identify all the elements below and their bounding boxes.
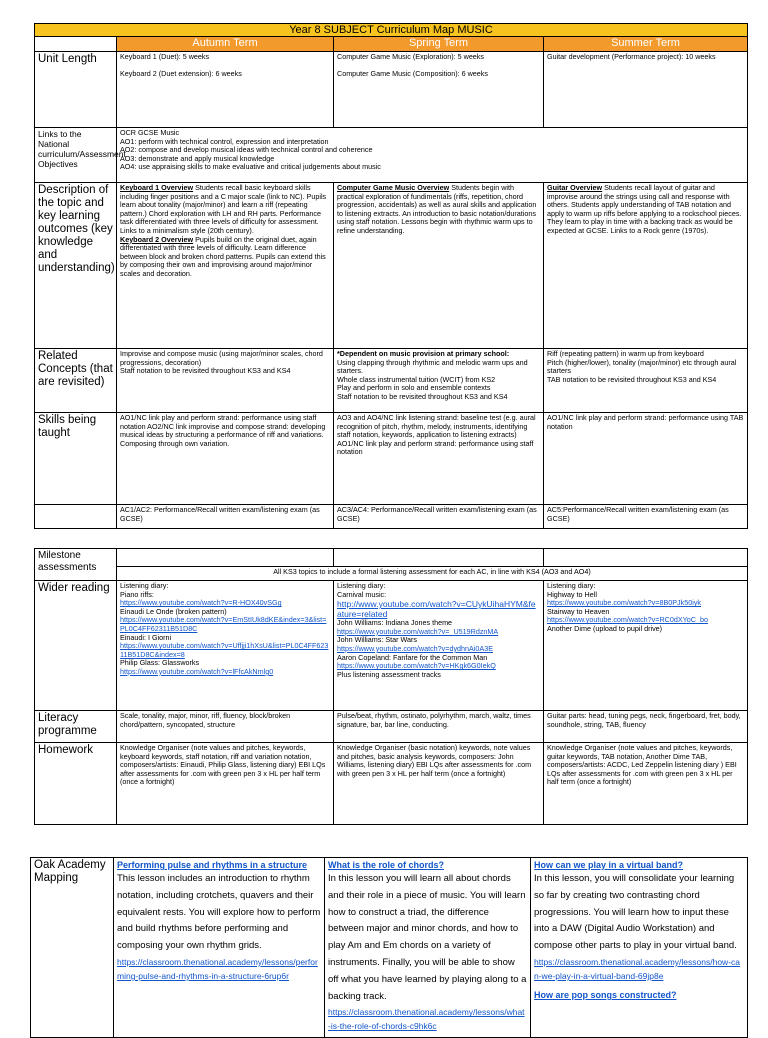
literacy-autumn: Scale, tonality, major, minor, riff, fluency, block/broken chord/pattern, syncopated, structure xyxy=(117,711,334,743)
link-le-onde[interactable]: https://www.youtube.com/watch?v=EmStIUk8dKE&index=3&list=PL0C4FF62311B51D8C xyxy=(120,615,327,633)
wider-table xyxy=(34,548,748,825)
oak-lesson-link-summer[interactable]: How can we play in a virtual band? xyxy=(534,860,684,870)
link-star-wars[interactable]: https://www.youtube.com/watch?v=dydhnAi0A3E xyxy=(337,643,494,653)
oak-lesson-link-summer-2[interactable]: How are pop songs constructed? xyxy=(534,989,677,1000)
link-stairway[interactable]: https://www.youtube.com/watch?v=RC0dXYoC_bo xyxy=(547,615,708,625)
links-content: OCR GCSE Music AO1: perform with technical control, expression and interpretation AO2: compose and develop musical ideas with technical control and coherence AO3: demonstrate and apply musical knowledge AO4: use appraising skills to make evaluative and critical judgements about music xyxy=(117,128,748,183)
oak-lesson-link-autumn[interactable]: Performing pulse and rhythms in a structure xyxy=(117,860,308,870)
homework-spring: Knowledge Organiser (basic notation) keywords, note values and pitches, basic analysis keywords, composers: John Williams, listening diary) EBI LQs after assessments for .com with green pen 3 x HL per half term (once a fortnight) xyxy=(334,743,544,825)
row-label-homework: Homework xyxy=(35,743,117,825)
row-label-skills: Skills being taught xyxy=(35,413,117,505)
link-indiana-jones[interactable]: https://www.youtube.com/watch?v=_U519RdznMA xyxy=(337,626,499,636)
oak-table xyxy=(30,857,748,1038)
row-label-unit-length: Unit Length xyxy=(35,52,117,128)
link-highway[interactable]: https://www.youtube.com/watch?v=8B0PJk50iyk xyxy=(547,598,702,608)
milestone-content: All KS3 topics to include a formal listening assessment for each AC, in line with KS4 (AO3 and AO4) xyxy=(117,567,748,581)
row-label-wider-reading: Wider reading xyxy=(35,581,117,711)
assessment-autumn: AC1/AC2: Performance/Recall written exam/listening exam (as GCSE) xyxy=(117,505,334,529)
related-spring: *Dependent on music provision at primary school: Using clapping through rhythmic and melodic warm ups and starters. Whole class instrumental tuition (WCIT) from KS2 Play and perform in solo and ensemble contexts Staff notation to be revisited throughout KS3 and KS4 xyxy=(334,349,544,413)
oak-lesson-link-spring[interactable]: What is the role of chords? xyxy=(328,860,445,870)
link-glassworks[interactable]: https://www.youtube.com/watch?v=lFfcAkNmlg0 xyxy=(120,666,274,676)
link-fanfare[interactable]: https://www.youtube.com/watch?v=HKgk6G0IekQ xyxy=(337,661,496,671)
term-header-spring: Spring Term xyxy=(334,37,544,52)
homework-summer: Knowledge Organiser (note values and pitches, keywords, guitar keywords, TAB notation, Another Dime TAB, composers/artists: ACDC, Led Zeppelin listening diary ) EBI LQs after assessments for .com with green pen 3 x HL per half term (once a fortnight) xyxy=(544,743,748,825)
oak-url-summer[interactable]: https://classroom.thenational.academy/lessons/how-can-we-play-in-a-virtual-band-69jp8e xyxy=(534,956,740,981)
wider-autumn: Listening diary: Piano riffs: https://www.youtube.com/watch?v=R-HOX40vSGg Einaudi Le Onde (broken pattern) https://www.youtube.com/watch?v=EmStIUk8dKE&index=3&list=PL0C4FF62311B51D8C Einaudi: I Giorni https://www.youtube.com/watch?v=Uffjji1hXsU&list=PL0C4FF62311B51D8C&index=8 Philip Glass: Glassworks https://www.youtube.com/watch?v=lFfcAkNmlg0 xyxy=(117,581,334,711)
wider-spring: Listening diary: Carnival music: http://www.youtube.com/watch?v=CUykUihaHYM&feature=related John Williams: Indiana Jones theme https://www.youtube.com/watch?v=_U519RdznMA John Williams: Star Wars https://www.youtube.com/watch?v=dydhnAi0A3E Aaron Copeland: Fanfare for the Common Man https://www.youtube.com/watch?v=HKgk6G0IekQ Plus listening assessment tracks xyxy=(334,581,544,711)
oak-summer: How can we play in a virtual band? In this lesson, you will consolidate your learning so far by creating two contrasting chord progressions. You will learn how to input these into a DAW (Digital Audio Workstation) and compose other parts to play in your virtual band. https://classroom.thenational.academy/lessons/how-can-we-play-in-a-virtual-band-69jp8e How are pop songs constructed? xyxy=(531,858,748,1038)
related-summer: Riff (repeating pattern) in warm up from keyboard Pitch (higher/lower), tonality (major/minor) etc through aural starters TAB notation to be revisited throughout KS3 and KS4 xyxy=(544,349,748,413)
link-i-giorni[interactable]: https://www.youtube.com/watch?v=Uffjji1hXsU&list=PL0C4FF62311B51D8C&index=8 xyxy=(120,641,329,659)
literacy-summer: Guitar parts: head, tuning pegs, neck, fingerboard, fret, body, soundhole, string, TAB, fluency xyxy=(544,711,748,743)
term-header-summer: Summer Term xyxy=(544,37,748,52)
row-label-milestone: Milestone assessments xyxy=(35,549,117,581)
description-autumn: Keyboard 1 Overview Students recall basic keyboard skills including finger positions and a C major scale (link to NC). Pupils learn about tonality (major/minor) and learn a riff (repeating pattern.) Chord exploration with LH and RH parts. Performance task differentiated with three levels of difficulty for assessment. Links to a minimalism style (20th century). Keyboard 2 Overview Pupils build on the original duet, again differentiated with three levels of difficulty. Learn difference between block and broken chord patterns. Pupils can extend this by composing their own and improvising around major/minor scales and decoration. xyxy=(117,183,334,349)
curriculum-map-table xyxy=(34,23,748,529)
literacy-spring: Pulse/beat, rhythm, ostinato, polyrhythm, march, waltz, times signature, bar, bar line, conducting. xyxy=(334,711,544,743)
homework-autumn: Knowledge Organiser (note values and pitches, keywords, keyboard keywords, staff notation, riff and variation notation, composers/artists: Einaudi, Philip Glass, listening diary) EBI LQs after assessments for .com with green pen 3 x HL per half term (once a fortnight) xyxy=(117,743,334,825)
page-title: Year 8 SUBJECT Curriculum Map MUSIC xyxy=(35,24,748,37)
oak-url-spring[interactable]: https://classroom.thenational.academy/lessons/what-is-the-role-of-chords-c9hk6c xyxy=(328,1007,525,1032)
unit-length-autumn: Keyboard 1 (Duet): 5 weeks Keyboard 2 (Duet extension): 6 weeks xyxy=(117,52,334,128)
link-carnival[interactable]: http://www.youtube.com/watch?v=CUykUihaHYM&feature=related xyxy=(337,599,536,620)
assessment-summer: AC5:Performance/Recall written exam/listening exam (as GCSE) xyxy=(544,505,748,529)
skills-summer: AO1/NC link play and perform strand: performance using TAB notation xyxy=(544,413,748,505)
row-label-oak: Oak Academy Mapping xyxy=(31,858,114,1038)
description-spring: Computer Game Music Overview Students begin with practical exploration of fundimentals (riffs, repetition, chord progression, accidentals) as well as aural skills and application to listening extracts. An introduction to basic notation/durations using staff notation. Lessons begin with rhythmic warm ups to refine understanding. xyxy=(334,183,544,349)
oak-url-autumn[interactable]: https://classroom.thenational.academy/lessons/performing-pulse-and-rhythms-in-a-structure-6rup6r xyxy=(117,956,318,981)
row-label-literacy: Literacy programme xyxy=(35,711,117,743)
wider-summer: Listening diary: Highway to Hell https://www.youtube.com/watch?v=8B0PJk50iyk Stairway to Heaven https://www.youtube.com/watch?v=RC0dXYoC_bo Another Dime (upload to pupil drive) xyxy=(544,581,748,711)
row-label-related: Related Concepts (that are revisited) xyxy=(35,349,117,413)
oak-autumn: Performing pulse and rhythms in a structure This lesson includes an introduction to rhythm notation, including crotchets, quavers and their equivalent rests. You will explore how to perform and build rhythms before performing and composing your own rhythm grids. https://classroom.thenational.academy/lessons/performing-pulse-and-rhythms-in-a-structure-6rup6r xyxy=(114,858,325,1038)
term-header-autumn: Autumn Term xyxy=(117,37,334,52)
row-label-links: Links to the National curriculum/Assessment Objectives xyxy=(35,128,117,183)
unit-length-spring: Computer Game Music (Exploration): 5 weeks Computer Game Music (Composition): 6 weeks xyxy=(334,52,544,128)
related-autumn: Improvise and compose music (using major/minor scales, chord progressions, decoration) Staff notation to be revisited throughout KS3 and KS4 xyxy=(117,349,334,413)
skills-spring: AO3 and AO4/NC link listening strand: baseline test (e.g. aural recognition of pitch, rhythm, melody, instruments, identifying staff notation, keywords, application to listening extracts) AO1/NC link play and perform strand: performance using staff notation xyxy=(334,413,544,505)
link-piano-riffs[interactable]: https://www.youtube.com/watch?v=R-HOX40vSGg xyxy=(120,598,282,608)
row-label-description: Description of the topic and key learning outcomes (key knowledge and understanding) xyxy=(35,183,117,349)
description-summer: Guitar Overview Students recall layout of guitar and improvise around the strings using call and response with others. Students apply understanding of TAB notation and apply to warm up riffs before applying to a rockschool pieces. They learn to play in time with a backing track as would be expected at GCSE. Links to a Rock genre (1970s). xyxy=(544,183,748,349)
oak-spring: What is the role of chords? In this lesson you will learn all about chords and their role in a piece of music. You will learn how to construct a triad, the difference between major and minor chords, and how to play Am and Em chords on a variety of instruments. Finally, you will be able to show off what you have learned by playing along to a backing track. https://classroom.thenational.academy/lessons/what-is-the-role-of-chords-c9hk6c xyxy=(325,858,531,1038)
skills-autumn: AO1/NC link play and perform strand: performance using staff notation AO2/NC link improvise and compose strand: developing musical ideas by structuring a performance of riff and variations. Composing through own variation. xyxy=(117,413,334,505)
assessment-spring: AC3/AC4: Performance/Recall written exam/listening exam (as GCSE) xyxy=(334,505,544,529)
unit-length-summer: Guitar development (Performance project): 10 weeks xyxy=(544,52,748,128)
